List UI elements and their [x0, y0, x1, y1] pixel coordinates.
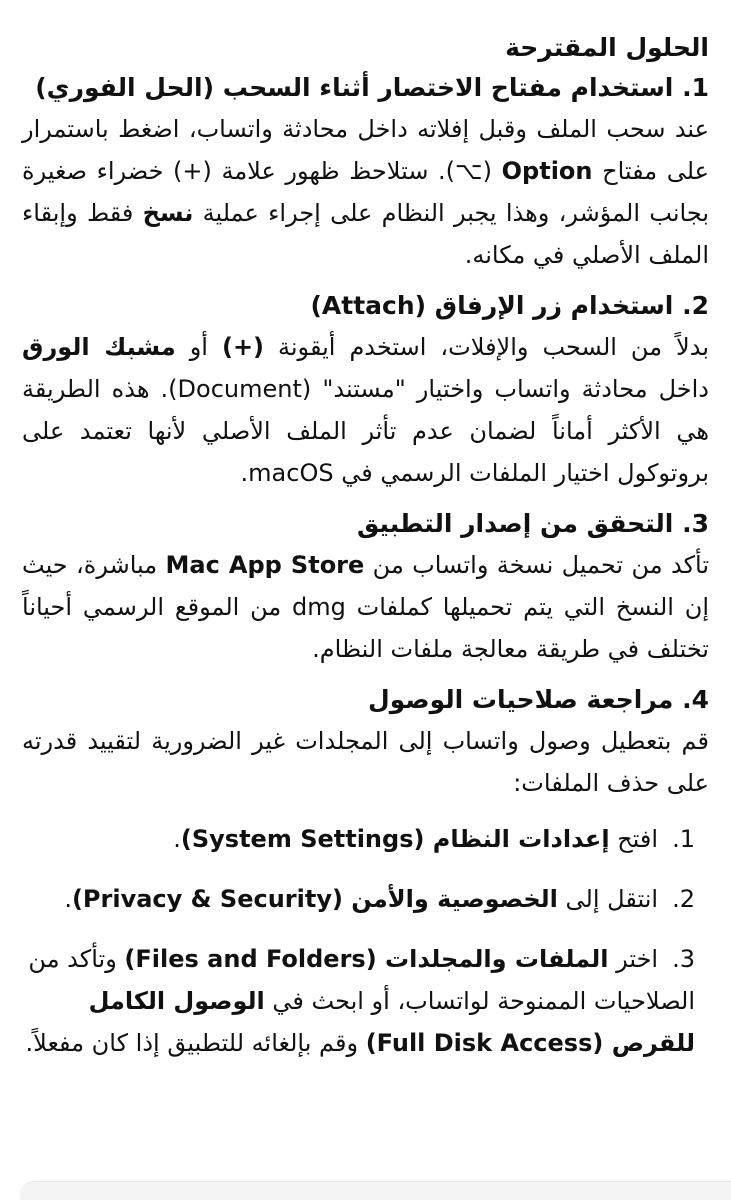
section-heading — [22, 68, 709, 108]
list-number: 1. — [672, 825, 695, 853]
bold-text: إعدادات النظام (System Settings) — [180, 825, 610, 853]
text-run: انتقل إلى — [557, 885, 659, 913]
text-run: . — [64, 885, 72, 913]
list-item — [22, 938, 709, 1064]
section-paragraph — [22, 108, 709, 276]
text-run: مباشرة، حيث إن النسخ التي يتم تحميلها كملفات dmg من الموقع الرسمي أحياناً تختلف في طريقة معالجة ملفات النظام. — [22, 551, 709, 663]
section-number: 3. — [682, 509, 709, 538]
bold-text: الملفات والمجلدات (Files and Folders) — [124, 945, 609, 973]
section-paragraph — [22, 720, 709, 804]
bold-text: نسخ — [142, 199, 194, 227]
text-run: قم بتعطيل وصول واتساب إلى المجلدات غير الضرورية لتقييد قدرته على حذف الملفات: — [22, 727, 709, 797]
bottom-panel-edge — [20, 1181, 731, 1200]
page-title: الحلول المقترحة — [505, 33, 709, 62]
section-title: التحقق من إصدار التطبيق — [356, 509, 674, 538]
section-heading — [22, 680, 709, 720]
text-run: أو — [175, 333, 222, 361]
text-run: . — [173, 825, 181, 853]
bold-text: Option — [501, 157, 593, 185]
text-run: (⌥). ستلاحظ ظهور علامة (+) خضراء صغيرة بجانب المؤشر، وهذا يجبر النظام على إجراء عملية — [22, 157, 710, 227]
list-item — [22, 878, 709, 920]
section-title: استخدام مفتاح الاختصار أثناء السحب (الحل الفوري) — [35, 73, 674, 102]
bold-text: الخصوصية والأمن (Privacy & Security) — [71, 885, 558, 913]
section-paragraph — [22, 326, 709, 494]
article — [22, 28, 709, 1082]
text-run: داخل محادثة واتساب واختيار "مستند" (Document). هذه الطريقة هي الأكثر أماناً لضمان عدم تأثر الملف الأصلي لأنها تعتمد على بروتوكول اختيار الملفات الرسمي في macOS. — [22, 375, 709, 487]
bold-text: (+) — [221, 333, 265, 361]
text-run: وقم بإلغائه للتطبيق إذا كان مفعلاً. — [25, 1029, 366, 1057]
section-heading — [22, 504, 709, 544]
section-2 — [22, 286, 709, 494]
section-title: استخدام زر الإرفاق (Attach) — [310, 291, 674, 320]
section-heading — [22, 286, 709, 326]
text-run: فقط وإبقاء الملف الأصلي في مكانه. — [22, 199, 709, 269]
list-number: 3. — [672, 945, 695, 973]
list-number: 2. — [672, 885, 695, 913]
section-3 — [22, 504, 709, 670]
section-paragraph — [22, 544, 709, 670]
steps-list — [22, 818, 709, 1064]
text-run: عند سحب الملف وقبل إفلاته داخل محادثة واتساب، اضغط باستمرار على مفتاح — [22, 115, 709, 185]
section-title: مراجعة صلاحيات الوصول — [368, 685, 674, 714]
section-1 — [22, 68, 709, 276]
section-number: 1. — [682, 73, 709, 102]
text-run: افتح — [609, 825, 659, 853]
text-run: اختر — [608, 945, 659, 973]
bold-text: مشبك الورق — [22, 333, 176, 361]
list-item — [22, 818, 709, 860]
bold-text: Mac App Store — [165, 551, 365, 579]
text-run: وتأكد من الصلاحيات الممنوحة لواتساب، أو ابحث في — [28, 945, 695, 1015]
section-number: 2. — [682, 291, 709, 320]
section-4 — [22, 680, 709, 1064]
text-run: بدلاً من السحب والإفلات، استخدم أيقونة — [264, 333, 710, 361]
bold-text: الوصول الكامل للقرص (Full Disk Access) — [88, 987, 695, 1057]
text-run: تأكد من تحميل نسخة واتساب من — [364, 551, 709, 579]
section-number: 4. — [682, 685, 709, 714]
